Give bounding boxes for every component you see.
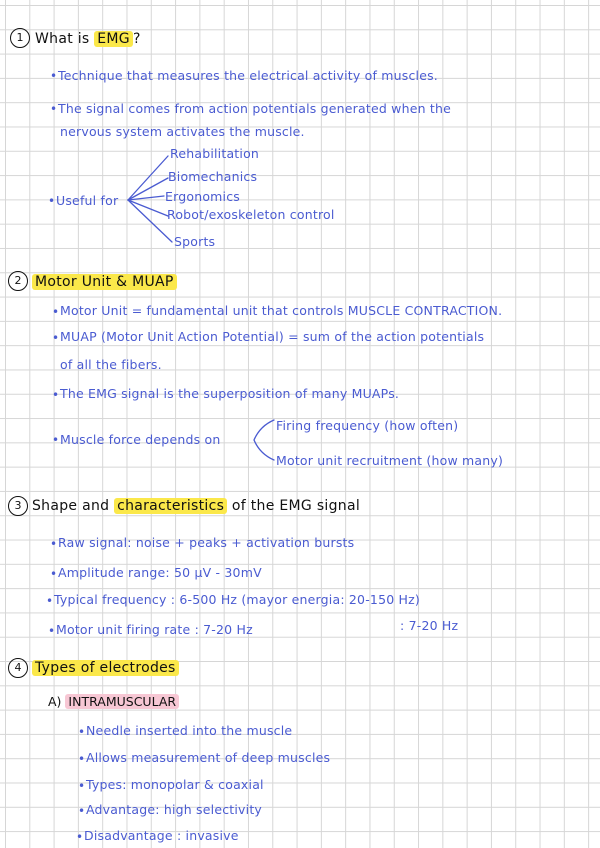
bullet-text-continued: nervous system activates the muscle.	[60, 124, 305, 139]
bullet-dot: •	[50, 69, 58, 83]
bullet-dot: •	[50, 537, 58, 551]
bullet-text: Raw signal: noise + peaks + activation bursts	[58, 535, 355, 550]
useful-for-label: Useful for	[56, 193, 119, 208]
section-title-1-post: ?	[132, 31, 141, 47]
subsection-a-label: A)	[48, 694, 62, 709]
useful-for-item: Sports	[174, 234, 216, 249]
section-title-2-highlight: Motor Unit & MUAP	[32, 274, 177, 290]
section-title-1	[35, 31, 141, 47]
bullet-dot: •	[52, 331, 60, 345]
force-item: Motor unit recruitment (how many)	[276, 453, 504, 468]
section-title-1-pre: What is	[35, 31, 95, 47]
section-number-3: 3	[8, 496, 28, 516]
bullet-dot: •	[78, 725, 86, 739]
bullet-text: The signal comes from action potentials generated when the	[58, 101, 452, 116]
useful-for-brace	[128, 150, 168, 250]
bullet-text: MUAP (Motor Unit Action Potential) = sum of the action potentials	[60, 329, 485, 344]
useful-for-item: Biomechanics	[168, 169, 258, 184]
bullet-dot: •	[76, 830, 84, 844]
useful-for-item: Ergonomics	[165, 189, 241, 204]
section-title-4-highlight: Types of electrodes	[32, 660, 179, 676]
bullet-text: Motor Unit = fundamental unit that controls MUSCLE CONTRACTION.	[60, 303, 503, 318]
subsection-a	[48, 694, 179, 709]
section-title-3-post: of the EMG signal	[227, 498, 361, 514]
bullet-text: Advantage: high selectivity	[86, 802, 263, 817]
bullet-dot: •	[46, 594, 54, 608]
bullet-dot: •	[50, 567, 58, 581]
subsection-a-title: INTRAMUSCULAR	[65, 694, 179, 709]
bullet-dot: •	[78, 804, 86, 818]
bullet-text: Types: monopolar & coaxial	[86, 777, 264, 792]
section-number-2: 2	[8, 271, 28, 291]
bullet-text: Needle inserted into the muscle	[86, 723, 293, 738]
section-title-4	[32, 660, 179, 676]
bullet-dot: •	[50, 102, 58, 116]
bullet-text: Motor unit firing rate : 7-20 Hz	[56, 622, 253, 637]
bullet-dot: •	[48, 194, 56, 208]
force-item: Firing frequency (how often)	[276, 418, 459, 433]
bullet-dot: •	[52, 388, 60, 402]
section-number-4: 4	[8, 658, 28, 678]
force-label: Muscle force depends on	[60, 432, 221, 447]
bullet-dot: •	[52, 433, 60, 447]
bullet-dot: •	[78, 752, 86, 766]
bullet-dot: •	[48, 624, 56, 638]
section-title-3	[32, 498, 360, 514]
bullet-text: Typical frequency : 6-500 Hz (mayor energia: 20-150 Hz)	[54, 592, 420, 607]
section-number-1: 1	[10, 28, 30, 48]
useful-for-item: Rehabilitation	[170, 146, 260, 161]
section-title-1-highlight: EMG	[94, 31, 133, 47]
section-title-3-pre: Shape and	[32, 498, 115, 514]
section-title-2	[32, 274, 177, 290]
section-title-3-highlight: characteristics	[114, 498, 227, 514]
useful-for-item: Robot/exoskeleton control	[167, 207, 335, 222]
bullet-text: The EMG signal is the superposition of many MUAPs.	[60, 386, 400, 401]
bullet-text-continued: of all the fibers.	[60, 357, 162, 372]
bullet-text: Disadvantage : invasive	[84, 828, 239, 843]
side-note: : 7-20 Hz	[400, 618, 459, 633]
bullet-text: Technique that measures the electrical activity of muscles.	[58, 68, 438, 83]
bullet-dot: •	[78, 779, 86, 793]
bullet-text: Allows measurement of deep muscles	[86, 750, 331, 765]
bullet-dot: •	[52, 305, 60, 319]
bullet-text: Amplitude range: 50 μV - 30mV	[58, 565, 262, 580]
